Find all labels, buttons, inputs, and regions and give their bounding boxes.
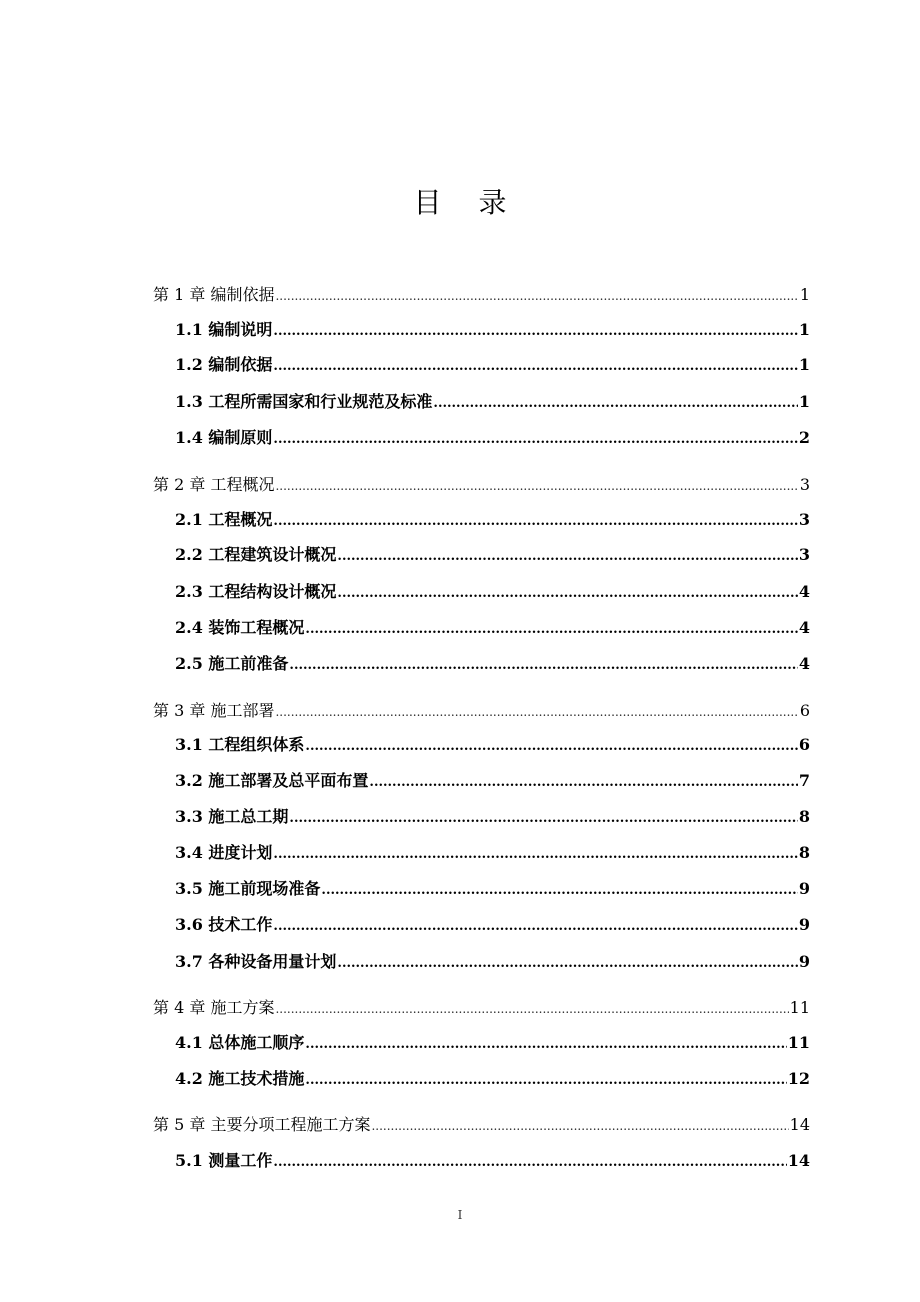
toc-section-entry[interactable] <box>175 580 810 604</box>
toc-entry-label: 1.2 编制依据 <box>175 355 273 374</box>
toc-entry-page-number: 7 <box>798 771 810 790</box>
toc-section-entry[interactable] <box>175 318 810 342</box>
toc-section-entry[interactable] <box>175 841 810 865</box>
toc-dot-leader <box>275 473 798 498</box>
toc-entry-label: 3.4 进度计划 <box>175 843 273 862</box>
toc-entry-page-number: 3 <box>798 545 810 564</box>
toc-dot-leader <box>369 769 797 795</box>
toc-section-entry[interactable] <box>175 950 810 974</box>
toc-entry-label: 3.6 技术工作 <box>175 915 273 934</box>
toc-entry-page-number: 8 <box>798 843 810 862</box>
toc-dot-leader <box>275 283 798 308</box>
toc-dot-leader <box>275 996 788 1021</box>
toc-entry-page-number: 4 <box>798 582 810 601</box>
toc-entry-page-number: 1 <box>799 285 810 304</box>
toc-chapter-entry[interactable] <box>153 699 810 723</box>
toc-entry-page-number: 1 <box>798 392 810 411</box>
toc-dot-leader <box>273 318 797 344</box>
toc-entry-label: 2.2 工程建筑设计概况 <box>175 545 337 564</box>
toc-section-entry[interactable] <box>175 913 810 937</box>
toc-section-entry[interactable] <box>175 733 810 757</box>
toc-entry-page-number: 2 <box>798 428 810 447</box>
toc-entry-label: 5.1 测量工作 <box>175 1151 273 1170</box>
toc-dot-leader <box>289 805 797 831</box>
toc-dot-leader <box>305 1067 786 1093</box>
toc-chapter-entry[interactable] <box>153 1113 810 1137</box>
toc-entry-label: 第 5 章 主要分项工程施工方案 <box>153 1115 371 1134</box>
toc-entry-label: 第 4 章 施工方案 <box>153 998 275 1017</box>
toc-entry-label: 2.4 装饰工程概况 <box>175 618 305 637</box>
toc-section-entry[interactable] <box>175 508 810 532</box>
toc-entry-page-number: 9 <box>798 915 810 934</box>
toc-section-entry[interactable] <box>175 805 810 829</box>
toc-entry-page-number: 6 <box>799 701 810 720</box>
toc-section-entry[interactable] <box>175 543 810 567</box>
toc-section-entry[interactable] <box>175 426 810 450</box>
toc-entry-label: 第 1 章 编制依据 <box>153 285 275 304</box>
toc-entry-label: 3.3 施工总工期 <box>175 807 289 826</box>
toc-entry-page-number: 8 <box>798 807 810 826</box>
toc-dot-leader <box>273 508 797 534</box>
toc-dot-leader <box>337 580 797 606</box>
toc-entry-label: 2.3 工程结构设计概况 <box>175 582 337 601</box>
toc-dot-leader <box>337 950 797 976</box>
toc-entry-label: 第 2 章 工程概况 <box>153 475 275 494</box>
toc-dot-leader <box>305 1031 786 1057</box>
toc-section-entry[interactable] <box>175 1067 810 1091</box>
toc-entry-label: 3.5 施工前现场准备 <box>175 879 321 898</box>
toc-entry-label: 1.1 编制说明 <box>175 320 273 339</box>
toc-section-entry[interactable] <box>175 353 810 377</box>
toc-chapter-entry[interactable] <box>153 283 810 307</box>
toc-entry-label: 1.3 工程所需国家和行业规范及标准 <box>175 392 433 411</box>
toc-dot-leader <box>433 390 797 416</box>
page-number: I <box>457 1208 463 1222</box>
toc-section-entry[interactable] <box>175 1149 810 1173</box>
toc-dot-leader <box>289 652 797 678</box>
toc-entry-page-number: 14 <box>787 1151 810 1170</box>
toc-dot-leader <box>273 1149 786 1175</box>
toc-entry-page-number: 3 <box>799 475 810 494</box>
toc-dot-leader <box>273 913 797 939</box>
toc-dot-leader <box>275 699 798 724</box>
toc-section-entry[interactable] <box>175 769 810 793</box>
toc-entry-page-number: 3 <box>798 510 810 529</box>
toc-section-entry[interactable] <box>175 1031 810 1055</box>
toc-entry-page-number: 14 <box>789 1115 810 1134</box>
toc-entry-label: 3.7 各种设备用量计划 <box>175 952 337 971</box>
toc-dot-leader <box>273 353 797 379</box>
toc-entry-label: 3.1 工程组织体系 <box>175 735 305 754</box>
toc-entry-label: 2.5 施工前准备 <box>175 654 289 673</box>
toc-entry-page-number: 4 <box>798 618 810 637</box>
toc-dot-leader <box>321 877 797 903</box>
toc-entry-page-number: 11 <box>787 1033 810 1052</box>
toc-entry-page-number: 11 <box>789 998 810 1017</box>
toc-title: 目 录 <box>413 186 521 219</box>
toc-entry-page-number: 9 <box>798 879 810 898</box>
toc-entry-label: 1.4 编制原则 <box>175 428 273 447</box>
toc-entry-label: 4.2 施工技术措施 <box>175 1069 305 1088</box>
toc-entry-page-number: 9 <box>798 952 810 971</box>
toc-section-entry[interactable] <box>175 616 810 640</box>
toc-chapter-entry[interactable] <box>153 473 810 497</box>
toc-dot-leader <box>371 1113 788 1138</box>
toc-entry-label: 3.2 施工部署及总平面布置 <box>175 771 369 790</box>
toc-entry-page-number: 1 <box>798 355 810 374</box>
toc-section-entry[interactable] <box>175 390 810 414</box>
toc-entry-page-number: 4 <box>798 654 810 673</box>
toc-entry-page-number: 1 <box>798 320 810 339</box>
toc-dot-leader <box>273 841 797 867</box>
toc-section-entry[interactable] <box>175 877 810 901</box>
toc-entry-label: 第 3 章 施工部署 <box>153 701 275 720</box>
toc-entry-page-number: 6 <box>798 735 810 754</box>
toc-dot-leader <box>305 616 797 642</box>
toc-dot-leader <box>305 733 797 759</box>
toc-dot-leader <box>337 543 797 569</box>
toc-entry-page-number: 12 <box>787 1069 810 1088</box>
toc-entry-label: 4.1 总体施工顺序 <box>175 1033 305 1052</box>
toc-chapter-entry[interactable] <box>153 996 810 1020</box>
toc-entry-label: 2.1 工程概况 <box>175 510 273 529</box>
toc-section-entry[interactable] <box>175 652 810 676</box>
toc-dot-leader <box>273 426 797 452</box>
